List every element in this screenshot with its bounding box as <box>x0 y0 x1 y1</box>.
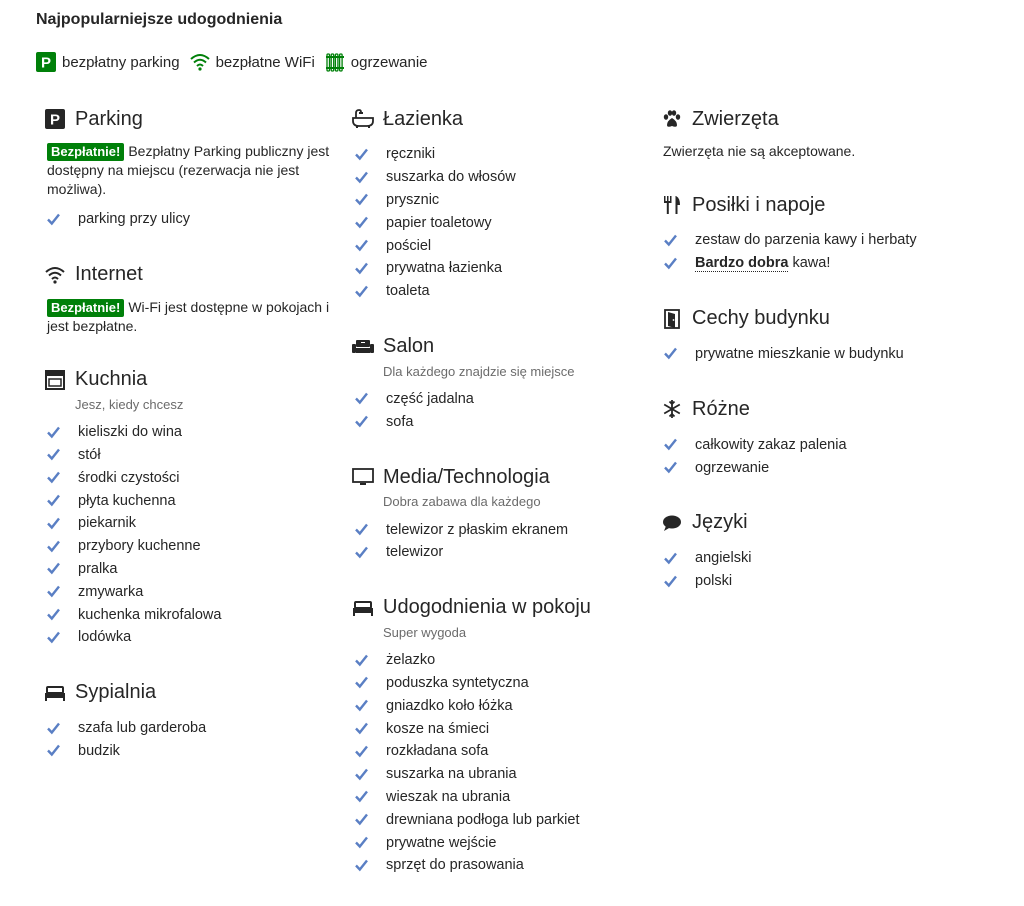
checkmark-icon <box>47 631 60 644</box>
list-item-label: zmywarka <box>78 583 144 600</box>
list-item <box>44 580 334 603</box>
languages-list <box>661 547 951 593</box>
list-item-label: przybory kuchenne <box>78 538 201 555</box>
list-item-label: ogrzewanie <box>695 459 770 476</box>
checkmark-icon <box>664 461 677 474</box>
list-item <box>352 410 642 433</box>
section-subtitle: Super wygoda <box>383 624 467 640</box>
list-item-label: zestaw do parzenia kawy i herbaty <box>695 232 917 249</box>
checkmark-icon <box>664 347 677 360</box>
section-misc <box>661 394 951 479</box>
pets-description: Zwierzęta nie są akceptowane. <box>663 143 856 159</box>
bathtub-icon <box>352 108 374 130</box>
list-item <box>661 229 951 252</box>
section-food <box>661 190 951 275</box>
checkmark-icon <box>355 415 368 428</box>
section-title: Języki <box>692 511 748 534</box>
heating-icon <box>325 52 345 72</box>
parking-desc-text: Bezpłatny Parking publiczny jest dostępny na miejscu (rezerwacja nie jest możliwa). <box>47 143 330 197</box>
checkmark-icon <box>355 285 368 298</box>
list-item <box>661 252 951 275</box>
checkmark-icon <box>664 575 677 588</box>
checkmark-icon <box>47 213 60 226</box>
checkmark-icon <box>355 859 368 872</box>
section-parking <box>44 104 334 231</box>
list-item-label: poduszka syntetyczna <box>386 674 529 691</box>
list-item-label: budzik <box>78 742 120 759</box>
internet-desc-text: Wi-Fi jest dostępne w pokojach i jest bezpłatne. <box>47 298 330 334</box>
food-list <box>661 229 951 275</box>
list-item <box>352 234 642 257</box>
checkmark-icon <box>355 699 368 712</box>
free-badge: Bezpłatnie! <box>47 143 124 161</box>
list-item <box>352 694 642 717</box>
checkmark-icon <box>355 790 368 803</box>
column-2 <box>352 104 642 906</box>
column-1 <box>44 104 334 791</box>
checkmark-icon <box>355 392 368 405</box>
checkmark-icon <box>47 744 60 757</box>
checkmark-icon <box>355 216 368 229</box>
list-item <box>352 166 642 189</box>
parking-list <box>44 208 334 231</box>
list-item-label: prywatna łazienka <box>386 260 503 277</box>
list-item <box>352 211 642 234</box>
list-item <box>44 421 334 444</box>
section-media <box>352 462 642 564</box>
bed-icon <box>352 597 374 619</box>
checkmark-icon <box>355 239 368 252</box>
list-item-label: kuchenka mikrofalowa <box>78 606 222 623</box>
checkmark-icon <box>664 552 677 565</box>
section-title: Parking <box>75 107 143 130</box>
checkmark-icon <box>47 426 60 439</box>
bathroom-list <box>352 143 642 303</box>
list-item-label: sprzęt do prasowania <box>386 857 524 874</box>
list-item-label: pralka <box>78 560 118 577</box>
list-item <box>44 208 334 231</box>
wifi-icon <box>44 264 66 286</box>
checkmark-icon <box>664 438 677 451</box>
checkmark-icon <box>355 768 368 781</box>
list-item-label: papier toaletowy <box>386 214 492 231</box>
parking-icon <box>36 52 56 72</box>
list-item-label: prysznic <box>386 191 440 208</box>
list-item-label: telewizor z płaskim ekranem <box>386 521 569 538</box>
rating-highlight[interactable]: Bardzo dobra <box>695 255 789 272</box>
section-room <box>352 593 642 877</box>
list-item <box>44 444 334 467</box>
list-item <box>352 763 642 786</box>
section-title: Internet <box>75 263 143 286</box>
cutlery-icon <box>661 194 683 216</box>
list-item-label: lodówka <box>78 629 132 646</box>
section-title: Kuchnia <box>75 368 148 391</box>
wifi-icon <box>190 53 210 71</box>
list-item-label: pościel <box>386 237 432 254</box>
section-internet <box>44 260 334 336</box>
living-list <box>352 388 642 434</box>
popular-wifi <box>190 53 315 71</box>
checkmark-icon <box>664 257 677 270</box>
room-list <box>352 649 642 877</box>
section-subtitle: Dla każdego znajdzie się miejsce <box>383 363 575 379</box>
section-title: Łazienka <box>383 107 464 130</box>
checkmark-icon <box>355 813 368 826</box>
list-item <box>661 570 951 593</box>
checkmark-icon <box>664 234 677 247</box>
section-title: Zwierzęta <box>692 107 779 130</box>
checkmark-icon <box>47 562 60 575</box>
list-item <box>44 489 334 512</box>
list-item-label: drewniana podłoga lub parkiet <box>386 811 580 828</box>
list-item-label: płyta kuchenna <box>78 492 176 509</box>
section-building <box>661 304 951 366</box>
list-item-rest: kawa! <box>788 255 831 272</box>
section-title: Media/Technologia <box>383 465 550 488</box>
list-item <box>352 672 642 695</box>
list-item-label: polski <box>695 573 733 590</box>
list-item <box>352 189 642 212</box>
list-item <box>44 717 334 740</box>
checkmark-icon <box>355 676 368 689</box>
section-title: Sypialnia <box>75 681 157 704</box>
list-item-label: kosze na śmieci <box>386 720 490 737</box>
checkmark-icon <box>47 608 60 621</box>
list-item <box>352 518 642 541</box>
list-item <box>44 512 334 535</box>
popular-label: bezpłatne WiFi <box>215 53 315 71</box>
list-item-label: kieliszki do wina <box>78 424 182 441</box>
list-item-label <box>695 255 830 271</box>
kitchen-icon <box>44 369 66 391</box>
popular-facilities <box>36 52 438 72</box>
section-title: Udogodnienia w pokoju <box>383 596 591 619</box>
checkmark-icon <box>355 546 368 559</box>
list-item-label: gniazdko koło łóżka <box>386 697 513 714</box>
paw-icon <box>661 108 683 130</box>
free-badge: Bezpłatnie! <box>47 299 124 317</box>
checkmark-icon <box>47 448 60 461</box>
bed-icon <box>44 682 66 704</box>
checkmark-icon <box>355 836 368 849</box>
snowflake-icon <box>661 398 683 420</box>
list-item <box>352 740 642 763</box>
list-item-label: piekarnik <box>78 515 137 532</box>
list-item <box>352 786 642 809</box>
sofa-icon <box>352 336 374 358</box>
section-title: Salon <box>383 335 435 358</box>
list-item <box>352 854 642 877</box>
list-item-label: toaleta <box>386 283 430 300</box>
list-item <box>352 717 642 740</box>
list-item <box>661 547 951 570</box>
list-item-label: rozkładana sofa <box>386 743 489 760</box>
list-item <box>44 466 334 489</box>
list-item <box>352 541 642 564</box>
list-item-label: całkowity zakaz palenia <box>695 436 847 453</box>
kitchen-list <box>44 421 334 649</box>
list-item-label: ręczniki <box>386 146 436 163</box>
misc-list <box>661 433 951 479</box>
list-item-label: angielski <box>695 550 752 567</box>
door-icon <box>661 308 683 330</box>
column-3 <box>661 104 951 622</box>
section-title: Posiłki i napoje <box>692 193 826 216</box>
checkmark-icon <box>355 523 368 536</box>
checkmark-icon <box>47 517 60 530</box>
checkmark-icon <box>355 654 368 667</box>
list-item-label: środki czystości <box>78 469 180 486</box>
checkmark-icon <box>47 540 60 553</box>
list-item-label: wieszak na ubrania <box>386 788 511 805</box>
list-item <box>352 808 642 831</box>
list-item-label: prywatne wejście <box>386 834 497 851</box>
list-item-label: sofa <box>386 413 414 430</box>
building-list <box>661 343 951 366</box>
checkmark-icon <box>47 722 60 735</box>
list-item <box>352 257 642 280</box>
list-item-label: żelazko <box>386 652 436 669</box>
popular-label: ogrzewanie <box>350 53 428 71</box>
parking-icon <box>44 108 66 130</box>
tv-icon <box>352 466 374 488</box>
list-item-label: parking przy ulicy <box>78 211 191 228</box>
list-item <box>44 558 334 581</box>
checkmark-icon <box>355 193 368 206</box>
list-item <box>44 626 334 649</box>
section-subtitle: Jesz, kiedy chcesz <box>75 396 184 412</box>
popular-heating <box>325 52 428 72</box>
popular-parking <box>36 52 180 72</box>
list-item <box>352 280 642 303</box>
list-item <box>352 649 642 672</box>
checkmark-icon <box>47 471 60 484</box>
section-pets <box>661 104 951 161</box>
section-languages <box>661 508 951 593</box>
list-item <box>661 456 951 479</box>
list-item-label: część jadalna <box>386 390 474 407</box>
list-item <box>44 535 334 558</box>
section-kitchen <box>44 365 334 649</box>
popular-label: bezpłatny parking <box>62 53 180 71</box>
list-item-label: telewizor <box>386 544 444 561</box>
list-item <box>352 831 642 854</box>
media-list <box>352 518 642 564</box>
list-item <box>44 603 334 626</box>
list-item <box>352 143 642 166</box>
section-title: Cechy budynku <box>692 307 830 330</box>
checkmark-icon <box>355 171 368 184</box>
list-item-label: suszarka do włosów <box>386 169 516 186</box>
internet-description <box>47 298 334 336</box>
checkmark-icon <box>355 262 368 275</box>
checkmark-icon <box>47 494 60 507</box>
section-bedroom <box>44 678 334 763</box>
list-item-label: prywatne mieszkanie w budynku <box>695 345 904 362</box>
bedroom-list <box>44 717 334 763</box>
checkmark-icon <box>355 745 368 758</box>
section-subtitle: Dobra zabawa dla każdego <box>383 494 541 510</box>
parking-description <box>47 142 334 199</box>
list-item <box>352 388 642 411</box>
checkmark-icon <box>355 722 368 735</box>
section-bathroom <box>352 104 642 303</box>
checkmark-icon <box>47 585 60 598</box>
list-item-label: suszarka na ubrania <box>386 766 517 783</box>
section-title: Różne <box>692 397 750 420</box>
list-item <box>44 740 334 763</box>
checkmark-icon <box>355 148 368 161</box>
list-item <box>661 433 951 456</box>
svg-text:P: P <box>40 54 52 72</box>
list-item <box>661 343 951 366</box>
speech-bubble-icon <box>661 512 683 534</box>
section-living <box>352 332 642 434</box>
list-item-label: stół <box>78 446 101 463</box>
list-item-label: szafa lub garderoba <box>78 720 207 737</box>
svg-text:P: P <box>49 111 61 129</box>
page-title: Najpopularniejsze udogodnienia <box>36 11 283 28</box>
